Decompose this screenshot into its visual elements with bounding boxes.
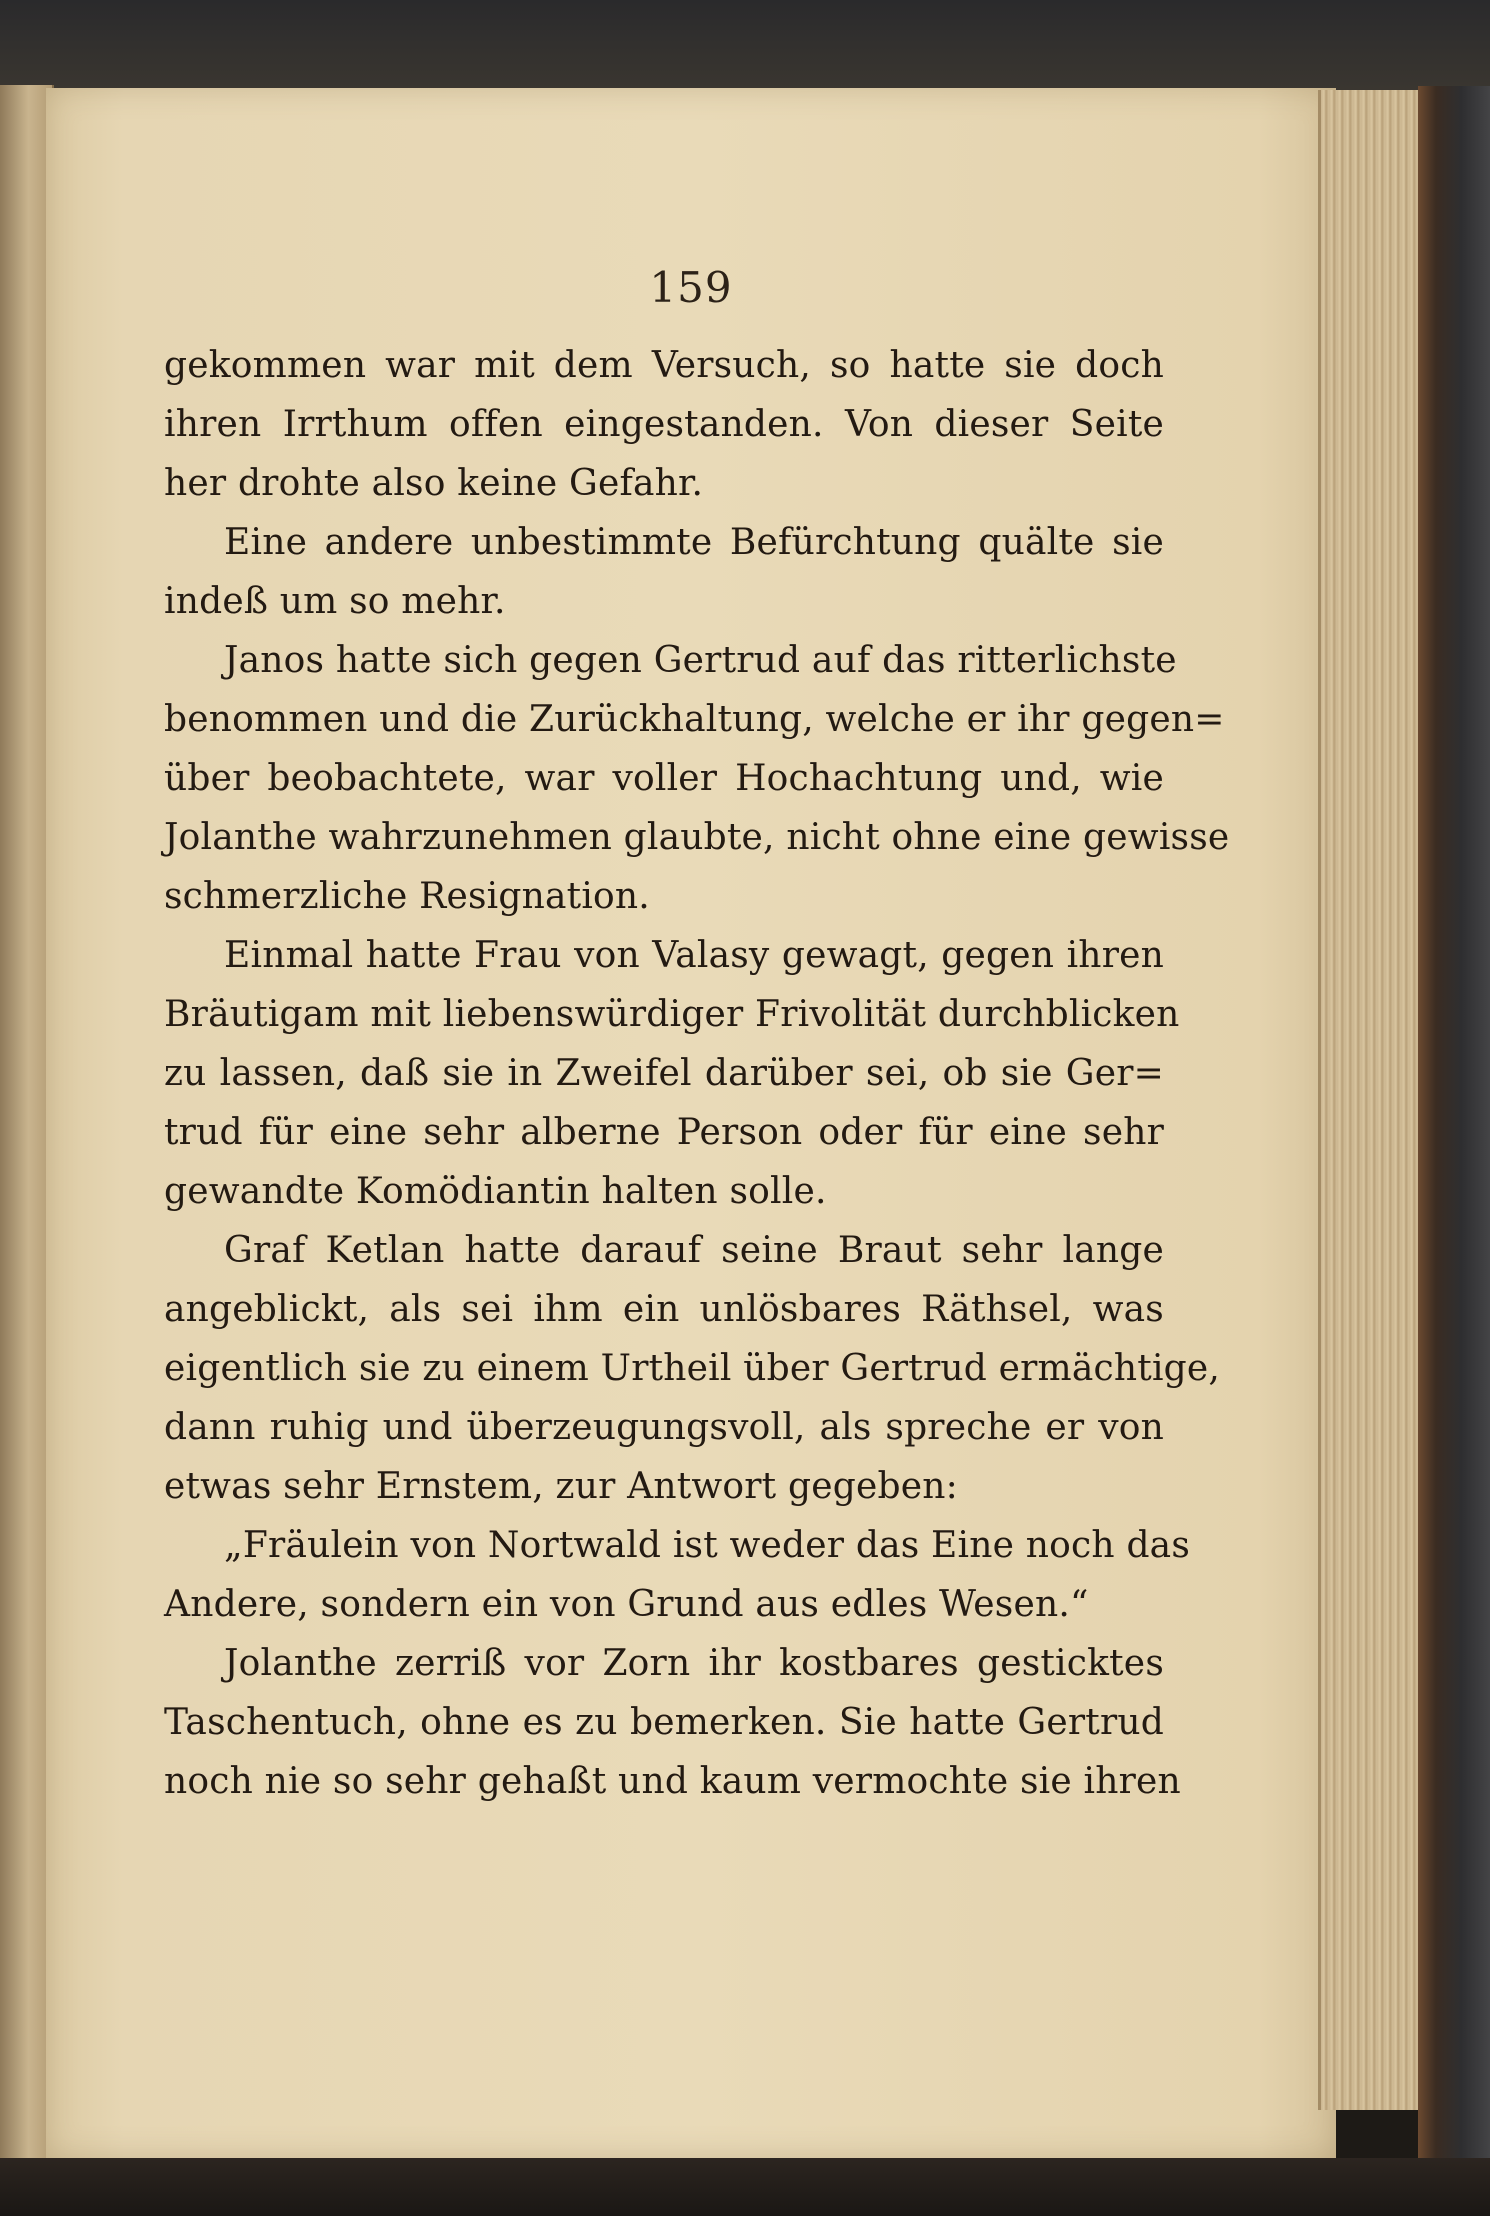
text-line: her drohte also keine Gefahr. — [164, 463, 704, 504]
text-line: „Fräulein von Nortwald ist weder das Eine noch das — [224, 1525, 1191, 1566]
text-line: ihren Irrthum offen eingestanden. Von dieser Seite — [164, 404, 1164, 445]
text-line: Jolanthe zerriß vor Zorn ihr kostbares gesticktes — [224, 1643, 1164, 1684]
book-page — [46, 88, 1336, 2158]
text-line: Taschentuch, ohne es zu bemerken. Sie hatte Gertrud — [164, 1702, 1164, 1743]
page-number: 159 — [649, 263, 733, 312]
text-line: gewandte Komödiantin halten solle. — [164, 1171, 827, 1212]
text-line: eigentlich sie zu einem Urtheil über Gertrud ermächtige, — [164, 1348, 1221, 1389]
text-line: dann ruhig und überzeugungsvoll, als spreche er von — [164, 1407, 1164, 1448]
text-line: Andere, sondern ein von Grund aus edles Wesen.“ — [164, 1584, 1089, 1625]
scanner-bottom — [0, 2158, 1490, 2216]
text-line: gekommen war mit dem Versuch, so hatte sie doch — [164, 345, 1164, 386]
text-line: trud für eine sehr alberne Person oder für eine sehr — [164, 1112, 1164, 1153]
book-cover-edge — [1418, 86, 1490, 2216]
page-stack-edges — [1318, 90, 1421, 2110]
text-line: Bräutigam mit liebenswürdiger Frivolität durchblicken — [164, 994, 1180, 1035]
text-line: etwas sehr Ernstem, zur Antwort gegeben: — [164, 1466, 958, 1507]
text-line: Einmal hatte Frau von Valasy gewagt, gegen ihren — [224, 935, 1164, 976]
text-line: indeß um so mehr. — [164, 581, 506, 622]
scanner-background — [0, 0, 1490, 90]
text-line: schmerzliche Resignation. — [164, 876, 650, 917]
text-line: Janos hatte sich gegen Gertrud auf das ritterlichste — [224, 640, 1177, 681]
text-line: Jolanthe wahrzunehmen glaubte, nicht ohne eine gewisse — [164, 817, 1230, 858]
page-text-block — [164, 336, 1230, 1811]
text-line: benommen und die Zurückhaltung, welche er ihr gegen= — [164, 699, 1225, 740]
text-line: Eine andere unbestimmte Befürchtung quälte sie — [224, 522, 1164, 563]
text-line: angeblickt, als sei ihm ein unlösbares Räthsel, was — [164, 1289, 1164, 1330]
text-line: Graf Ketlan hatte darauf seine Braut sehr lange — [224, 1230, 1164, 1271]
text-line: über beobachtete, war voller Hochachtung und, wie — [164, 758, 1164, 799]
text-line: noch nie so sehr gehaßt und kaum vermochte sie ihren — [164, 1761, 1181, 1802]
text-line: zu lassen, daß sie in Zweifel darüber sei, ob sie Ger= — [164, 1053, 1164, 1094]
